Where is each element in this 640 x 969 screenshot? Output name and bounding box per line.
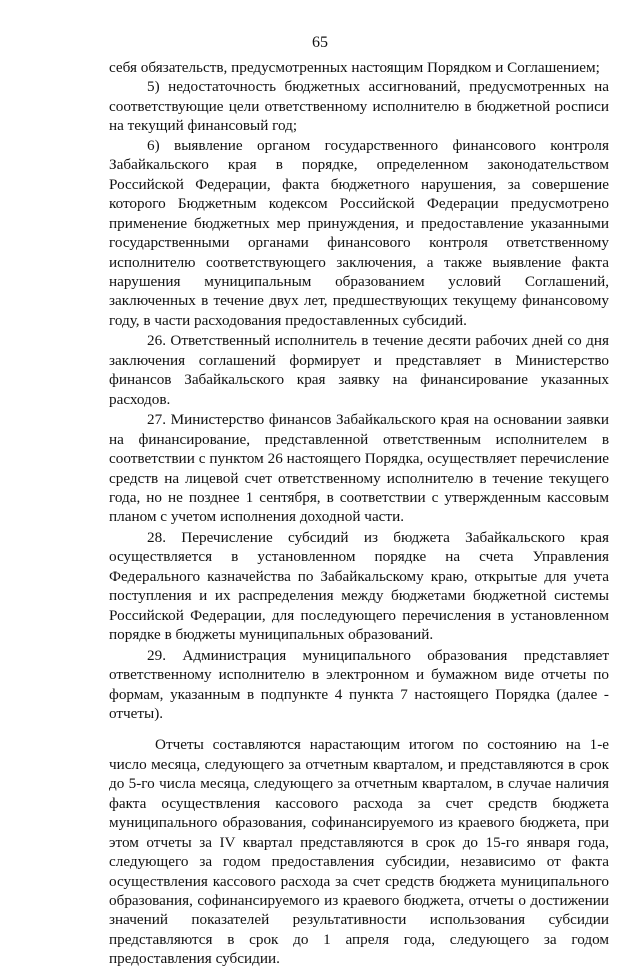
paragraph-item-6: 6) выявление органом государственного финансового контроля Забайкальского края в порядке, определенном законодательством Российской Федерации, факта бюджетного нарушения, за совершение которого Бюджетным кодексом Российской Федерации предусмотрено применение бюджетных мер принуждения, и предоставление указанными государственными органами финансового контроля ответственному исполнителю соответствующего заключения, а также выявление факта нарушения муниципальным образованием условий Соглашений, заключенных в течение двух лет, предшествующих текущему финансовому году, в части расходования предоставленных субсидий. — [109, 136, 609, 329]
paragraph-29: 29. Администрация муниципального образования представляет ответственному исполнителю в электронном и бумажном виде отчеты по формам, указанным в подпункте 4 пункта 7 настоящего Порядка (далее - отчеты). — [109, 646, 609, 722]
paragraph-reports: Отчеты составляются нарастающим итогом по состоянию на 1-е число месяца, следующего за отчетным кварталом, и представляются в срок до 5-го числа месяца, следующего за отчетным кварталом, в случае наличия факта осуществления кассового расхода за счет средств бюджета муниципального образования, софинансируемого из краевого бюджета, при этом отчеты за IV квартал представляются в срок до 15-го января года, следующего за годом предоставления субсидии, независимо от факта осуществления кассового расхода за счет средств бюджета муниципального образования, софинансируемого из краевого бюджета, отчеты о достижении значений показателей результативности использования субсидии представляются в срок до 1 апреля года, следующего за годом предоставления субсидии. — [109, 736, 609, 968]
paragraph-27: 27. Министерство финансов Забайкальского края на основании заявки на финансирование, представленной ответственным исполнителем в соответствии с пунктом 26 настоящего Порядка, осуществляет перечисление средств на лицевой счет ответственному исполнителю в течение текущего года, но не позднее 1 сентября, в соответствии с утвержденным кассовым планом с учетом исполнения доходной части. — [109, 411, 609, 526]
paragraph-item-5: 5) недостаточность бюджетных ассигнований, предусмотренных на соответствующие цели ответственному исполнителю в бюджетной росписи на текущий финансовый год; — [109, 78, 609, 135]
page-number: 65 — [312, 34, 328, 51]
paragraph-26: 26. Ответственный исполнитель в течение десяти рабочих дней со дня заключения соглашений формирует и представляет в Министерство финансов Забайкальского края заявку на финансирование указанных расходов. — [109, 332, 609, 408]
document-body — [109, 58, 609, 969]
paragraph-continuation: себя обязательств, предусмотренных настоящим Порядком и Соглашением; — [109, 59, 600, 76]
paragraph-28: 28. Перечисление субсидий из бюджета Забайкальского края осуществляется в установленном порядке на счета Управления Федерального казначейства по Забайкальскому краю, открытые для учета поступления и их распределения между бюджетами бюджетной системы Российской Федерации, для последующего перечисления в установленном порядке в бюджеты муниципальных образований. — [109, 528, 609, 644]
